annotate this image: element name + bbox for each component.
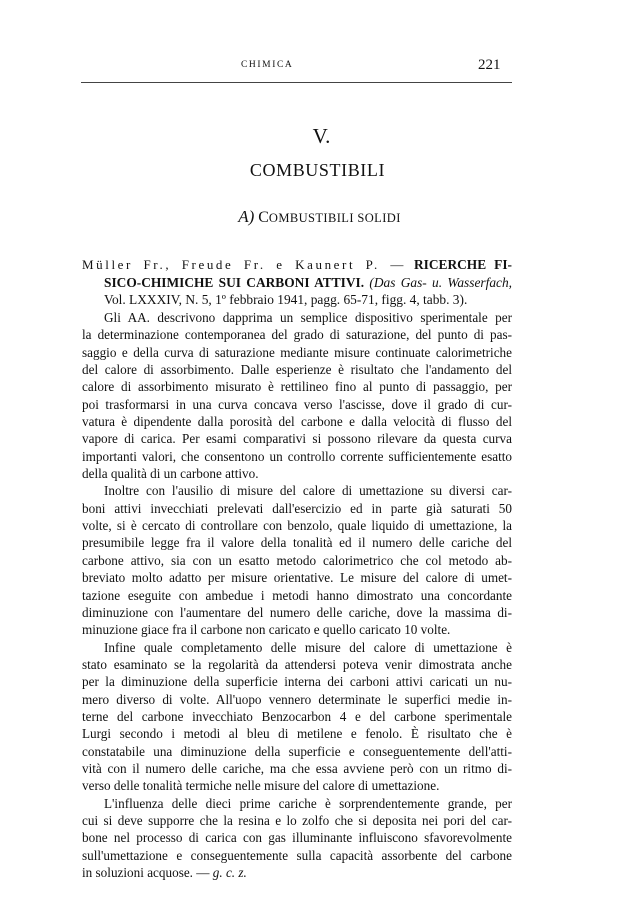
closing-text: in soluzioni acquose. — — [82, 865, 213, 880]
subsection-title — [0, 207, 625, 227]
paragraph-1 — [82, 309, 512, 482]
citation-block — [82, 256, 512, 309]
text-line: diminuzione con l'aumentare del numero delle cariche, dove la massima di- — [82, 604, 512, 620]
citation-line-1 — [82, 256, 512, 274]
text-line: L'influenza delle dieci prime cariche è sorprendentemente grande, per — [104, 795, 512, 811]
text-line: vatura è dipendente dalla porosità del carbone e dalla velocità di flusso del — [82, 414, 512, 430]
text-line: calore di assorbimento misurato è rettilineo fino al punto di passaggio, per — [82, 379, 512, 395]
closing-line — [82, 864, 512, 881]
text-line: terne del carbone invecchiato Benzocarbon 4 e del carbone sperimentale — [82, 708, 512, 724]
citation-details: Vol. LXXXIV, N. 5, 1º febbraio 1941, pagg. 65-71, figg. 4, tabb. 3). — [104, 292, 468, 307]
text-line: tazione eseguite con ambedue i metodi hanno dimostrato una concordante — [82, 587, 512, 603]
citation-journal: (Das Gas- u. Wasserfach, — [369, 274, 512, 290]
text-line: volte, si è cercato di controllare con benzolo, quale liquido di umettazione, la — [82, 518, 512, 534]
text-line: minuzione giace fra il carbone non caricato e quello caricato 10 volte. — [82, 622, 451, 638]
text-line: cui si deve supporre che la resina e lo zolfo che si deposita nei pori del car- — [82, 812, 512, 828]
section-number: V. — [312, 124, 331, 148]
subsection-title-rest: OMBUSTIBILI — [268, 211, 358, 225]
citation-line-2 — [82, 274, 512, 292]
paragraph-2 — [82, 482, 512, 638]
text-line: poi trasformarsi in una curva concava verso l'ascisse, dove il grado di cur- — [82, 396, 512, 412]
header-rule — [81, 82, 512, 83]
text-line: saggio e della curva di saturazione mediante misure continuate calorimetriche — [82, 344, 512, 360]
text-line: Inoltre con l'ausilio di misure del calore di umettazione su diversi car- — [104, 483, 512, 499]
page-number: 221 — [478, 57, 501, 73]
text-line: bone nel processo di carica con gas illuminante influiscono sfavorevolmente — [82, 830, 512, 846]
abstract-body — [82, 309, 512, 881]
citation-title-part2: SICO-CHIMICHE SUI CARBONI ATTIVI. — [104, 274, 365, 290]
text-line: sull'umettazione e conseguentemente sulla capacità assorbente del carbone — [82, 847, 512, 863]
text-line: per la diminuzione della superficie interna dei carboni attivi caricati un nu- — [82, 674, 512, 690]
text-line: carbone attivo, sia con un esatto metodo calorimetrico che col metodo ab- — [82, 552, 512, 568]
running-title: CHIMICA — [241, 60, 294, 70]
paragraph-3 — [82, 639, 512, 795]
text-line: presumibile legge fra il valore della tonalità ed il numero delle cariche del — [82, 535, 512, 551]
text-line: del calore di assorbimento. Dalle esperienze è risultato che l'andamento del — [82, 362, 512, 378]
text-line: verso delle tonalità termiche nelle misure del calore di umettazione. — [82, 778, 440, 794]
text-line: vapore di carica. Per esami comparativi si possono rilevare da questa curva — [82, 431, 512, 447]
running-head — [0, 58, 625, 74]
subsection-title-initial: C — [258, 209, 269, 226]
text-line: vità con il numero delle cariche, ma che essa avviene però con un ritmo di- — [82, 760, 512, 776]
text-line: breviato molto adatto per misure orientative. Le misure del calore di umet- — [82, 570, 512, 586]
text-line: la determinazione contemporanea del grado di saturazione, del punto di pas- — [82, 327, 512, 343]
text-line: stato esaminato se la regolarità da attendersi poteva venir dimostrata anche — [82, 656, 512, 672]
text-line: mero diverso di volte. All'uopo vennero determinate le superfici medie in- — [82, 691, 512, 707]
citation-authors: Müller Fr., Freude Fr. e Kaunert P. — — [82, 257, 406, 272]
text-line: boni attivi invecchiati prelevati dall'esercizio ed in parte già saturati 50 — [82, 500, 512, 516]
author-signature: g. c. z. — [212, 865, 247, 880]
paragraph-4 — [82, 795, 512, 864]
text-line: constatabile una diminuzione della superficie e conseguentemente dell'atti- — [82, 743, 512, 759]
citation-title-part1: RICERCHE FI- — [413, 257, 512, 272]
text-line: della qualità di un carbone attivo. — [82, 466, 259, 482]
subsection-letter: A) — [238, 207, 255, 226]
subsection-title-second: SOLIDI — [357, 211, 401, 225]
text-line: Gli AA. descrivono dapprima un semplice dispositivo sperimentale per — [104, 310, 512, 325]
text-line: Infine quale completamento delle misure del calore di umettazione è — [104, 639, 512, 655]
section-title: COMBUSTIBILI — [249, 160, 386, 180]
text-line: importanti valori, che consentono un controllo corrente sufficientemente esatto — [82, 448, 512, 464]
text-line: Lurgi secondo i metodi al bleu di metilene e fenolo. È risultato che è — [82, 726, 512, 742]
